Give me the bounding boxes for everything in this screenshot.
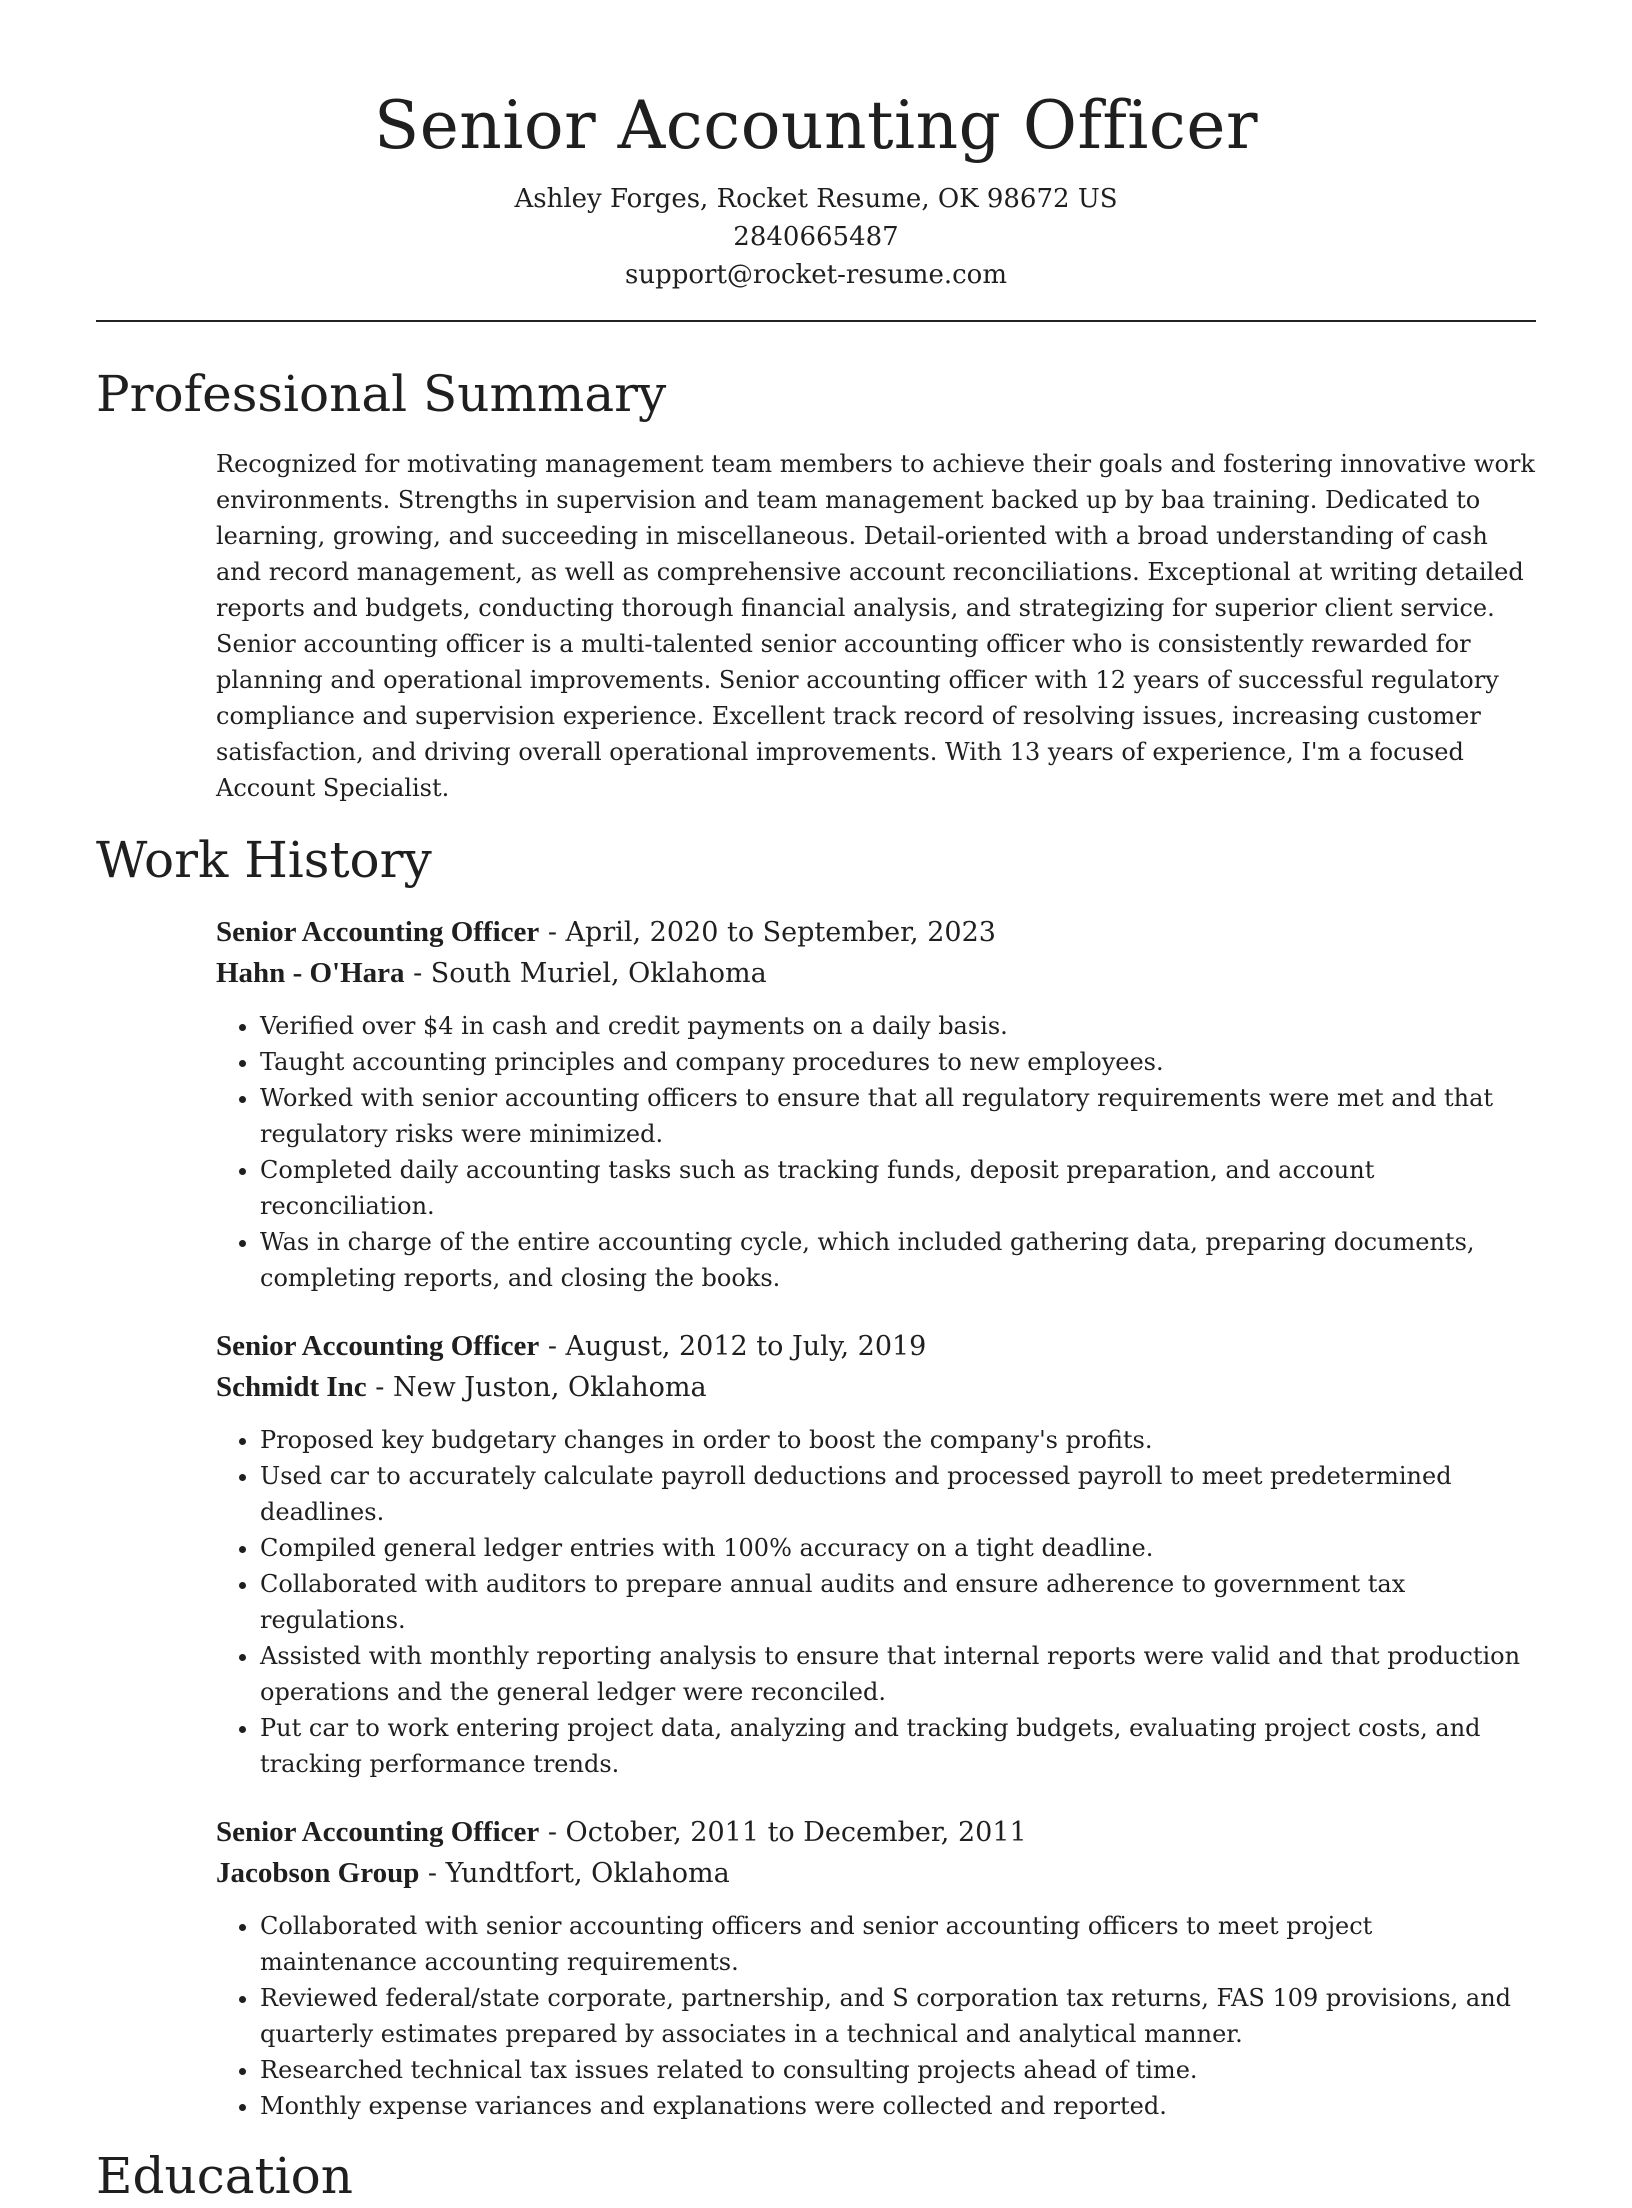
- job-company: Schmidt Inc: [216, 1371, 367, 1403]
- job-dates: - October, 2011 to December, 2011: [539, 1817, 1027, 1848]
- contact-phone: 2840665487: [733, 222, 899, 252]
- job-location: - South Muriel, Oklahoma: [404, 958, 767, 989]
- contact-email: support@rocket-resume.com: [624, 260, 1007, 290]
- job-bullet: • Worked with senior accounting officers to ensure that all regulatory requirements were met and that regulatory risks were minimized.: [260, 1080, 1536, 1152]
- job-company-line: [216, 1367, 1536, 1408]
- job-title: Senior Accounting Officer: [216, 1330, 540, 1362]
- job-bullet: • Reviewed federal/state corporate, partnership, and S corporation tax returns, FAS 109 provisions, and quarterly estimates prepared by associates in a technical and analytical manner.: [260, 1980, 1536, 2052]
- job-bullet: • Used car to accurately calculate payroll deductions and processed payroll to meet predetermined deadlines.: [260, 1458, 1536, 1530]
- resume-header: [96, 0, 1536, 294]
- job-bullet: • Collaborated with auditors to prepare annual audits and ensure adherence to government tax regulations.: [260, 1566, 1536, 1638]
- resume-title: Senior Accounting Officer: [373, 87, 1258, 164]
- job-entry: [216, 1812, 1536, 2124]
- job-company-line: [216, 1853, 1536, 1894]
- resume-page: [96, 0, 1536, 2208]
- job-company: Jacobson Group: [216, 1857, 420, 1889]
- job-entry: [216, 1326, 1536, 1782]
- header-divider: [96, 320, 1536, 322]
- job-bullet: • Completed daily accounting tasks such as tracking funds, deposit preparation, and account reconciliation.: [260, 1152, 1536, 1224]
- contact-info: [96, 180, 1536, 294]
- job-title-line: [216, 912, 1536, 953]
- job-bullet: • Proposed key budgetary changes in order to boost the company's profits.: [260, 1422, 1536, 1458]
- job-bullets: [216, 1422, 1536, 1782]
- job-bullet: • Put car to work entering project data, analyzing and tracking budgets, evaluating project costs, and tracking performance trends.: [260, 1710, 1536, 1782]
- job-company: Hahn - O'Hara: [216, 957, 405, 989]
- job-bullet: • Verified over $4 in cash and credit payments on a daily basis.: [260, 1008, 1536, 1044]
- job-title-line: [216, 1326, 1536, 1367]
- job-bullet: • Collaborated with senior accounting officers and senior accounting officers to meet project maintenance accounting requirements.: [260, 1908, 1536, 1980]
- job-bullets: [216, 1908, 1536, 2124]
- job-bullet: • Researched technical tax issues related to consulting projects ahead of time.: [260, 2052, 1536, 2088]
- job-bullet: • Taught accounting principles and company procedures to new employees.: [260, 1044, 1536, 1080]
- job-bullet: • Monthly expense variances and explanations were collected and reported.: [260, 2088, 1536, 2124]
- work-history-heading: Work History: [96, 831, 432, 889]
- job-title-line: [216, 1812, 1536, 1853]
- summary-text: Recognized for motivating management team members to achieve their goals and fostering innovative work environments. Strengths in supervision and team management backed up by baa training. Dedicated to learning, growing, and succeeding in miscellaneous. Detail-oriented with a broad understanding of cash and record management, as well as comprehensive account reconciliations. Exceptional at writing detailed reports and budgets, conducting thorough financial analysis, and strategizing for superior client service. Senior accounting officer is a multi-talented senior accounting officer who is consistently rewarded for planning and operational improvements. Senior accounting officer with 12 years of successful regulatory compliance and supervision experience. Excellent track record of resolving issues, increasing customer satisfaction, and driving overall operational improvements. With 13 years of experience, I'm a focused Account Specialist.: [216, 450, 1535, 802]
- job-location: - Yundtfort, Oklahoma: [419, 1858, 730, 1889]
- job-bullet: • Compiled general ledger entries with 100% accuracy on a tight deadline.: [260, 1530, 1536, 1566]
- job-company-line: [216, 953, 1536, 994]
- job-dates: - August, 2012 to July, 2019: [539, 1331, 927, 1362]
- job-location: - New Juston, Oklahoma: [366, 1372, 707, 1403]
- contact-address: Ashley Forges, Rocket Resume, OK 98672 US: [514, 184, 1118, 214]
- job-bullet: • Assisted with monthly reporting analysis to ensure that internal reports were valid and that production operations and the general ledger were reconciled.: [260, 1638, 1536, 1710]
- job-title: Senior Accounting Officer: [216, 916, 540, 948]
- work-history-list: [216, 912, 1536, 2124]
- job-bullet: • Was in charge of the entire accounting cycle, which included gathering data, preparing documents, completing reports, and closing the books.: [260, 1224, 1536, 1296]
- job-bullets: [216, 1008, 1536, 1296]
- job-entry: [216, 912, 1536, 1296]
- education-heading: Education: [96, 2147, 353, 2205]
- job-title: Senior Accounting Officer: [216, 1816, 540, 1848]
- summary-heading: Professional Summary: [96, 365, 667, 423]
- job-dates: - April, 2020 to September, 2023: [539, 917, 996, 948]
